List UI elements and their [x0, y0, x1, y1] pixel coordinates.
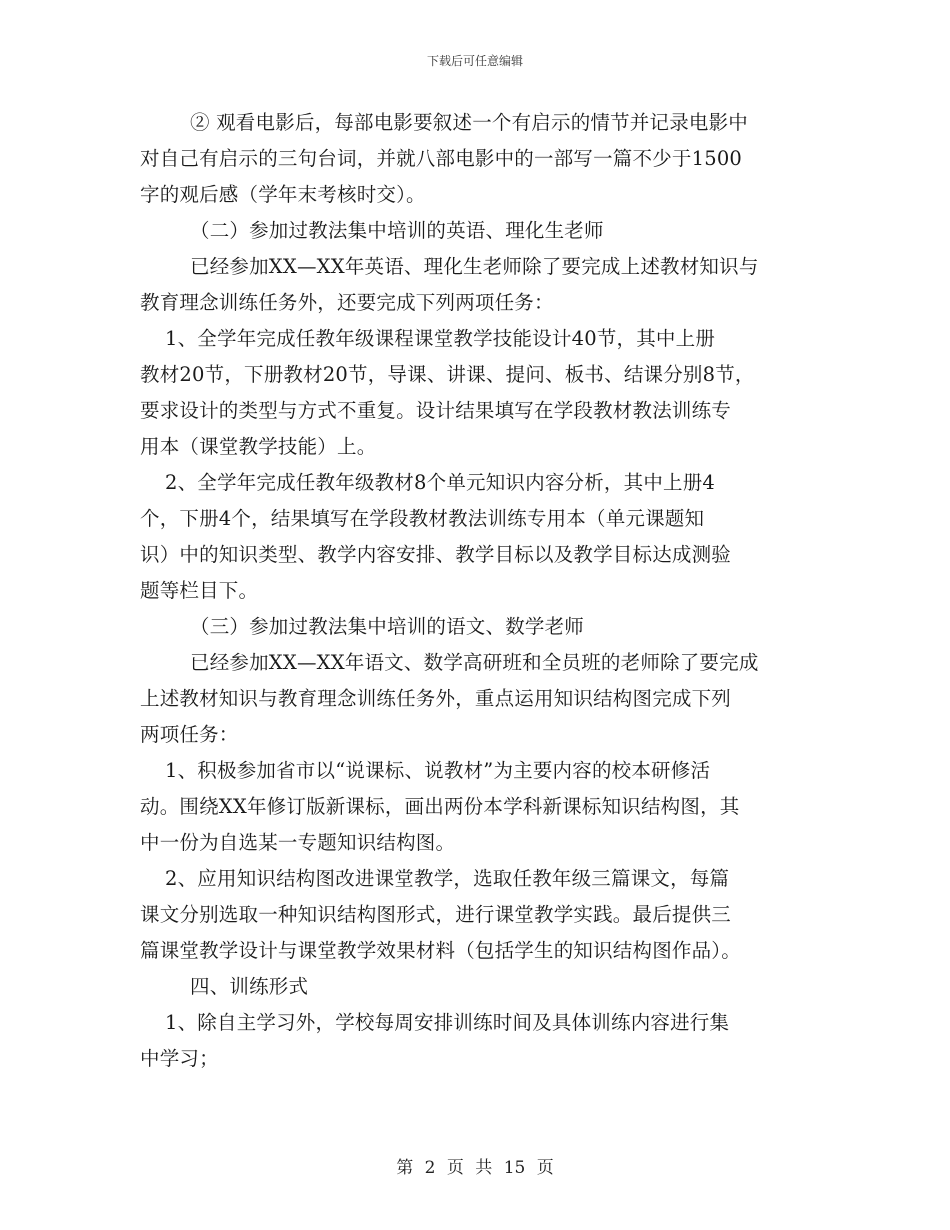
text-line: 四、训练形式 — [190, 975, 309, 998]
page-number: 第 2 页 共 15 页 — [396, 1158, 554, 1178]
text-line: 中一份为自选某一专题知识结构图。 — [140, 831, 456, 854]
text-line: 课文分别选取一种知识结构图形式，进行课堂教学实践。最后提供三 — [140, 903, 732, 926]
text-line: 要求设计的类型与方式不重复。设计结果填写在学段教材教法训练专 — [140, 399, 732, 422]
text-line: 字的观后感（学年末考核时交）。 — [140, 183, 426, 206]
text-line: 题等栏目下。 — [140, 579, 259, 602]
text-line: 1、积极参加省市以“说课标、说教材”为主要内容的校本研修活 — [165, 759, 711, 782]
text-line: 用本（课堂教学技能）上。 — [140, 435, 377, 458]
text-line: 教材20节，下册教材20节，导课、讲课、提问、板书、结课分别8节， — [140, 363, 755, 386]
text-line: 已经参加XX—XX年语文、数学高研班和全员班的老师除了要完成 — [190, 651, 759, 674]
text-line: 上述教材知识与教育理念训练任务外，重点运用知识结构图完成下列 — [140, 687, 732, 710]
text-line: 两项任务： — [140, 723, 239, 746]
text-line: 2、全学年完成任教年级教材8个单元知识内容分析，其中上册4 — [165, 471, 716, 494]
text-line: 识）中的知识类型、教学内容安排、教学目标以及教学目标达成测验 — [140, 543, 732, 566]
page-header: 下载后可任意编辑 — [426, 54, 523, 68]
text-line: （三）参加过教法集中培训的语文、数学老师 — [190, 615, 585, 638]
text-line: 中学习； — [140, 1047, 219, 1070]
text-line: 对自己有启示的三句台词，并就八部电影中的一部写一篇不少于1500 — [140, 147, 743, 170]
text-line: 2、应用知识结构图改进课堂教学，选取任教年级三篇课文，每篇 — [165, 867, 730, 890]
text-line: 已经参加XX—XX年英语、理化生老师除了要完成上述教材知识与 — [190, 255, 759, 278]
text-line: 1、全学年完成任教年级课程课堂教学技能设计40节，其中上册 — [165, 327, 716, 350]
text-line: 教育理念训练任务外，还要完成下列两项任务： — [140, 291, 554, 314]
text-line: （二）参加过教法集中培训的英语、理化生老师 — [190, 219, 604, 242]
text-line: 个，下册4个，结果填写在学段教材教法训练专用本（单元课题知 — [140, 507, 705, 530]
text-line: 动。围绕XX年修订版新课标，画出两份本学科新课标知识结构图，其 — [140, 795, 740, 818]
text-line: ② 观看电影后，每部电影要叙述一个有启示的情节并记录电影中 — [190, 111, 748, 134]
document-body — [140, 105, 810, 1077]
text-line: 篇课堂教学设计与课堂教学效果材料（包括学生的知识结构图作品）。 — [140, 939, 741, 962]
text-line: 1、除自主学习外，学校每周安排训练时间及具体训练内容进行集 — [165, 1011, 730, 1034]
